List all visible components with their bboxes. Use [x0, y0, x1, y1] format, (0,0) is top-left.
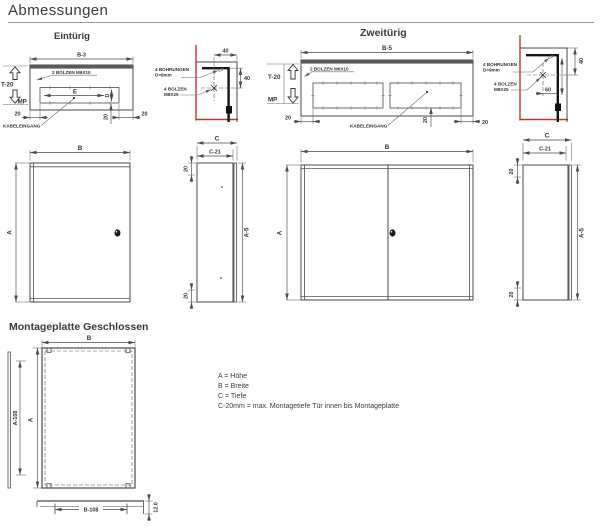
enclosure-side: [523, 165, 568, 300]
wall-inner: [202, 68, 229, 122]
montageplatte-view: [8, 335, 160, 521]
section-label-zweituerig: Zweitürig: [360, 27, 407, 39]
dim-20-top: [184, 156, 198, 182]
leader-bolzen: [37, 75, 97, 80]
legend-line-a: A = Höhe: [218, 373, 247, 380]
dim-a5: A-5: [243, 227, 251, 238]
zweituerig-side-view: [509, 133, 586, 308]
wall-bolt: [226, 106, 232, 114]
svg-text:40: 40: [579, 58, 585, 64]
svg-text:60: 60: [545, 87, 551, 94]
eintuerig-front-view: [7, 145, 131, 302]
dim-c21: C-21: [209, 149, 221, 156]
enclosure-side: [197, 163, 233, 302]
label-t20: T-20: [268, 74, 281, 81]
dim-a5: A-5: [578, 228, 586, 238]
label-bolzen-deckel: 2 BOLZEN M6X10: [52, 70, 91, 75]
svg-text:20: 20: [141, 111, 148, 118]
dim-b108: B-108: [83, 507, 99, 514]
t20-mp-symbol: [267, 64, 299, 104]
legend-line-c: C = Tiefe: [218, 393, 247, 400]
dim-b: B: [384, 144, 390, 151]
zweituerig-corner-detail: [483, 35, 585, 122]
label-bolzen-deckel: 2 BOLZEN M6X10: [310, 66, 349, 72]
section-label-eintuerig: Eintürig: [54, 31, 90, 42]
label-bolzen-1: 4 BOLZEN: [164, 86, 187, 92]
cable-entry-point: [73, 97, 75, 99]
cutout-hole-ticks: [311, 81, 462, 109]
legend-line-c20: C-20mm = max. Montagetiefe Tür innen bis Montageplatte: [218, 403, 399, 410]
plate-bottom-profile: [37, 494, 160, 521]
door-side: [569, 165, 572, 300]
label-bohrungen-2: D=9mm: [483, 67, 500, 73]
zweituerig-front-view: [277, 144, 474, 300]
label-t20: T-20: [1, 81, 14, 89]
page-title: Abmessungen: [8, 2, 109, 19]
label-mp: MP: [268, 96, 278, 104]
label-kabeleingang: KABELEINGANG: [3, 123, 41, 129]
dim-20-bottom: [184, 283, 198, 309]
label-bolzen-2: M8X25: [164, 92, 179, 97]
dim-b: B: [86, 335, 92, 342]
dim-c: C: [544, 132, 550, 140]
dim-20-depth: [104, 104, 112, 124]
wall-inner: [526, 55, 558, 122]
svg-text:20: 20: [509, 291, 515, 298]
dim-20-top: [509, 158, 523, 184]
eintuerig-corner-detail: [155, 45, 250, 122]
dim-a108: A-108: [13, 410, 19, 426]
door-edge: [301, 60, 473, 64]
leader-kabeleingang: [41, 99, 74, 126]
dim-20-right: [454, 109, 488, 126]
svg-text:40: 40: [222, 48, 229, 55]
door-edge: [30, 65, 133, 69]
dim-20-bottom: [509, 281, 523, 307]
eintuerig-top-view: [1, 53, 148, 129]
svg-text:20: 20: [183, 166, 190, 172]
dim-d: D: [105, 93, 111, 98]
wall-bolt: [555, 104, 561, 112]
door-lock: [390, 229, 396, 236]
leader-bohrungen: [513, 58, 549, 72]
corner-notch: [126, 348, 130, 353]
corner-notch: [47, 348, 51, 353]
svg-text:20: 20: [14, 111, 21, 118]
label-bohrungen-1: 4 BOHRUNGEN: [483, 62, 517, 67]
zweituerig-top-view: [267, 45, 488, 129]
svg-text:20: 20: [482, 120, 488, 126]
eintuerig-side-view: [184, 136, 251, 310]
arrow-up-icon: [10, 67, 20, 80]
section-label-montageplatte: Montageplatte Geschlossen: [9, 321, 149, 333]
cable-entry-cutout-right: [390, 83, 461, 108]
dim-e: E: [72, 88, 78, 96]
leader-bolzen: [305, 72, 355, 77]
plate-edge-profile: [8, 352, 10, 488]
label-bohrungen-1: 4 BOHRUNGEN: [155, 67, 189, 72]
svg-text:20: 20: [285, 115, 291, 122]
dim-b: B: [77, 145, 83, 152]
label-bolzen-1: 4 BOLZEN: [494, 81, 517, 87]
dim-c21: C-21: [539, 146, 551, 153]
dim-a: A: [276, 230, 284, 236]
label-bolzen-2: M8X25: [494, 87, 509, 92]
label-bohrungen-2: D=9mm: [155, 72, 172, 78]
legend-line-b: B = Breite: [218, 383, 249, 390]
cable-entry-point: [426, 91, 428, 93]
dim-c: C: [214, 135, 220, 143]
corner-notch: [126, 484, 130, 489]
label-kabeleingang: KABELEINGANG: [350, 123, 388, 129]
plate-fold-line: [45, 351, 132, 485]
svg-text:20: 20: [103, 114, 110, 120]
svg-text:20: 20: [423, 117, 429, 123]
svg-text:20: 20: [509, 168, 515, 175]
cable-entry-cutout-left: [313, 83, 383, 108]
dim-60: [536, 88, 558, 94]
dim-20-depth: [423, 108, 431, 128]
corner-notch: [47, 484, 51, 489]
leader-kabeleingang: [388, 93, 426, 126]
dim-b5: B-5: [382, 45, 392, 52]
mounting-plate: [42, 348, 135, 488]
door-side: [234, 163, 237, 302]
dim-40-right: [229, 68, 250, 88]
dim-a: A: [6, 230, 14, 235]
svg-text:20: 20: [183, 293, 190, 299]
dim-b3: B-3: [77, 52, 86, 59]
dim-12: 12.0: [153, 502, 160, 513]
svg-text:40: 40: [244, 76, 250, 82]
t20-mp-symbol: [1, 66, 28, 106]
dim-20-left: [15, 104, 49, 120]
enclosure-front: [301, 165, 473, 300]
dim-a: A: [27, 417, 35, 423]
door-lock: [115, 229, 121, 236]
dim-20-right: [113, 104, 148, 120]
arrow-down-icon: [288, 89, 298, 104]
label-mp: MP: [17, 98, 27, 106]
arrow-up-icon: [288, 65, 298, 80]
